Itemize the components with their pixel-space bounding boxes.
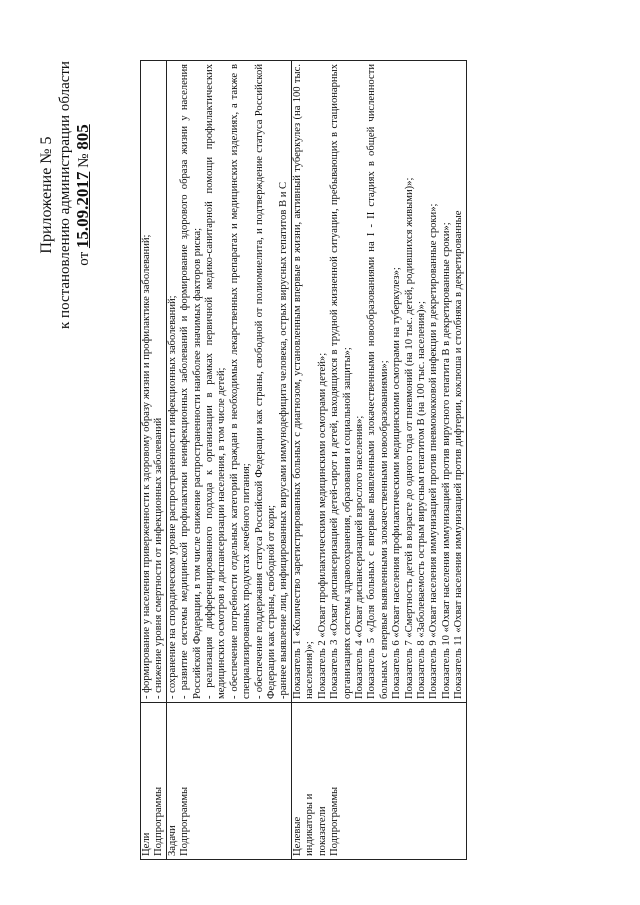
content-line: Показатель 1 «Количество зарегистрированных больных с диагнозом, установленным впервые в жизни, активный туберкулез (на 100 тыс. населения)»; (291, 64, 316, 699)
label-line: Подпрограммы (329, 786, 341, 856)
label-line: индикаторы и (304, 793, 316, 856)
content-line: - обеспечение поддержания статуса Российской Федерации как страны, свободной от полиомиелита, и подтверждение статуса Российской Федерации как страны, свободной от кори; (253, 64, 278, 699)
content-line: - обеспечение потребности отдельных категорий граждан в необходимых лекарственных препаратах и медицинских изделиях, а также в специализированных продуктах лечебного питания; (228, 64, 253, 699)
label-line: Целевые (291, 816, 303, 856)
content-line: - реализация дифференцированного подхода к организации в рамках первичной медико-санитарной помощи профилактических медицинских осмотров и диспансеризации населения, в том числе детей; (204, 64, 228, 699)
content-line: Показатель 2 «Охват профилактическими медицинскими осмотрами детей»; (316, 352, 328, 699)
label-line: Цели (141, 832, 152, 856)
content-line: Показатель 5 «Доля больных с впервые выявленными злокачественными новообразованиями на I - II стадиях в общей численности больных с впервые выявленными злокачественными новообразованиями»; (366, 64, 390, 699)
label-line: Подпрограммы (153, 786, 165, 856)
label-line: Задачи (166, 825, 178, 856)
label-line: показатели (316, 806, 328, 856)
row-content (166, 61, 291, 703)
content-line: Показатель 9 «Охват населения иммунизацией против пневмококковой инфекции в декретированные сроки»; (428, 203, 440, 699)
program-table (140, 60, 467, 860)
table-row-indicators (291, 61, 466, 860)
date-prefix: от (76, 251, 92, 266)
content-line: Показатель 8 «Заболеваемость острым вирусным гепатитом В (на 100 тыс. населения)»; (415, 301, 427, 699)
decree-number: 805 (73, 124, 92, 150)
decree-date: 15.09.2017 (73, 171, 92, 249)
row-content (291, 61, 466, 703)
content-line: Показатель 10 «Охват населения иммунизацией против вирусного гепатита В в декретированные сроки»; (440, 222, 452, 699)
appendix-date-line (74, 45, 93, 345)
content-line: Показатель 3 «Охват диспансеризацией детей-сирот и детей, находящихся в трудной жизненной ситуации, пребывающих в стационарных организациях системы здравоохранения, образования и социальной защиты»; (329, 64, 353, 699)
content-line: - сохранение на спорадическом уровне распространенности инфекционных заболеваний; (166, 295, 178, 699)
appendix-subtitle: к постановлению администрации области (57, 61, 73, 329)
content-line: -раннее выявление лиц, инфицированных вирусами иммунодефицита человека, острых вирусных гепатитов В и С (278, 181, 290, 699)
table-row-goals (141, 61, 167, 860)
row-label (166, 703, 291, 860)
table-row-tasks (166, 61, 291, 860)
content-line: Показатель 11 «Охват населения иммунизацией против дифтерии, коклюша и столбняка в декретированные (453, 210, 465, 699)
row-label (291, 703, 466, 860)
content-line: Показатель 4 «Охват диспансеризацией взрослого населения»; (353, 415, 365, 699)
row-content (141, 61, 167, 703)
label-line: Подпрограммы (179, 786, 191, 856)
content-line: - снижение уровня смертности от инфекционных заболеваний (153, 417, 165, 699)
number-sign: № (76, 153, 92, 168)
content-line: - развитие системы медицинской профилактики неинфекционных заболеваний и формирование здорового образа жизни у населения Российской Федерации, в том числе снижение распространенности наиболее значимых факторов риска; (179, 64, 203, 699)
appendix-title: Приложение № 5 (38, 136, 55, 254)
content-line: Показатель 6 «Охват населения профилактическими медицинскими осмотрами на туберкулез»; (391, 267, 403, 699)
appendix-header (38, 45, 93, 345)
content-line: Показатель 7 «Смертность детей в возрасте до одного года от пневмоний (на 10 тыс. детей, родившихся живыми)»; (403, 177, 415, 699)
content-line: - формирование у населения приверженности к здоровому образу жизни и профилактике заболеваний; (141, 234, 152, 699)
row-label (141, 703, 167, 860)
